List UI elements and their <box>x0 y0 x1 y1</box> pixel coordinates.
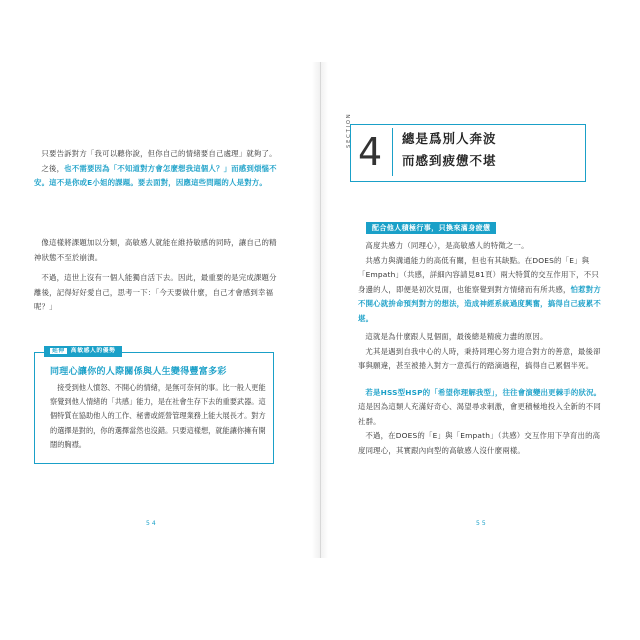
body-text-run: 這就是為什麼跟人見個面，最後總是精疲力盡的原因。 <box>365 332 548 341</box>
body-text-run: 共感力與溝通能力的高低有關，但也有其缺點。在DOES的「E」與「Empath」（共感，詳細內容請見81頁）兩大特質的交互作用下，不只身邊的人，即便是初次見面，也能察覺到對方情緒而有所共感， <box>358 255 599 294</box>
spine-line <box>320 62 321 558</box>
strength-note-tag <box>44 346 122 357</box>
section-divider <box>392 128 393 176</box>
left-paragraph-1 <box>34 147 284 162</box>
left-paragraph-2 <box>34 162 284 191</box>
note-tag-label: 高敏感人的優勢 <box>70 348 116 354</box>
section-title-line-2: 而感到疲憊不堪 <box>402 153 497 168</box>
left-paragraph-3 <box>34 236 284 265</box>
body-text-run: 這是因為這類人充滿好奇心、渴望尋求刺激，會更積極地投入全新的不同社群。 <box>358 402 601 426</box>
right-paragraph-1 <box>358 239 602 254</box>
body-text-run: 高度共感力（同理心），是高敏感人的特徵之一。 <box>365 241 529 250</box>
left-body-text <box>34 147 284 191</box>
note-tag-prefix: 延伸 <box>52 348 65 354</box>
body-text-run: 之後， <box>41 163 65 173</box>
page-number-right: 55 <box>476 520 488 527</box>
body-text-run: 尤其是遇到自我中心的人時，秉持同理心努力迎合對方的善意，最後卻事與願違，甚至被捲入對方一意孤行的踏滴過程，搞得自己累個半死。 <box>358 346 601 370</box>
right-paragraph-4 <box>358 345 602 374</box>
body-text-run: 像這樣將課題加以分類，高敏感人就能在維持敏感的同時，讓自己的精神狀態不至於崩潰。 <box>34 238 277 262</box>
left-paragraph-4 <box>34 271 284 315</box>
page-number-left: 54 <box>146 520 158 527</box>
section-number: 4 <box>358 130 383 174</box>
subheading-band: 配合他人積極行事，只換來滿身疲憊 <box>366 222 496 234</box>
right-paragraph-6 <box>358 429 602 458</box>
strength-note-title: 同理心讓你的人際關係與人生變得豐富多彩 <box>50 367 227 377</box>
section-title <box>402 128 497 172</box>
highlighted-text: 若是HSS型HSP的「希望你理解我型」，往往會演變出更棘手的狀況。 <box>365 387 602 397</box>
body-text-run: 不過，這世上沒有一個人能獨自活下去。因此，最重要的是完成課題分離後，記得好好愛自己，思考一下：「今天要做什麼，自己才會感到幸福呢？」 <box>34 273 277 311</box>
right-paragraph-3 <box>358 330 602 345</box>
left-body-text-2 <box>34 236 284 315</box>
right-paragraph-2 <box>358 254 602 327</box>
strength-note-body: 接受到他人憤怒、不開心的情緒，是無可奈何的事。比一般人更能察覺到他人情緒的「共感」能力，是在社會生存下去的重要武器。這個特質在協助他人的工作、秘書或經營管理業務上能大展長才。對方的選擇是對的，你的選擇當然也沒錯。只要這樣想，就能讓你擁有開闊的胸襟。 <box>50 383 266 449</box>
body-text-run: 不過，在DOES的「E」與「Empath」（共感）交互作用下孕育出的高度同理心，其實跟內向型的高敏感人沒什麼兩樣。 <box>358 431 601 455</box>
highlighted-text: 怕惹對方不開心就拚命預判對方的想法，造成神經系統過度興奮，搞得自己疲累不堪。 <box>358 284 601 323</box>
right-body-text <box>358 239 602 458</box>
highlighted-text: 也不需要因為「不知道對方會怎麼想我這個人？」而感到煩惱不安。這不是你或E小姐的課題。要去面對，因應這些問題的人是對方。 <box>34 163 277 187</box>
right-paragraph-5 <box>358 386 602 430</box>
section-title-line-1: 總是爲別人奔波 <box>402 131 497 146</box>
body-text-run: 只要告訴對方「我可以聽你說，但你自己的情緒要自己處理」就夠了。 <box>41 149 277 158</box>
section-label: SECTION <box>346 112 352 148</box>
